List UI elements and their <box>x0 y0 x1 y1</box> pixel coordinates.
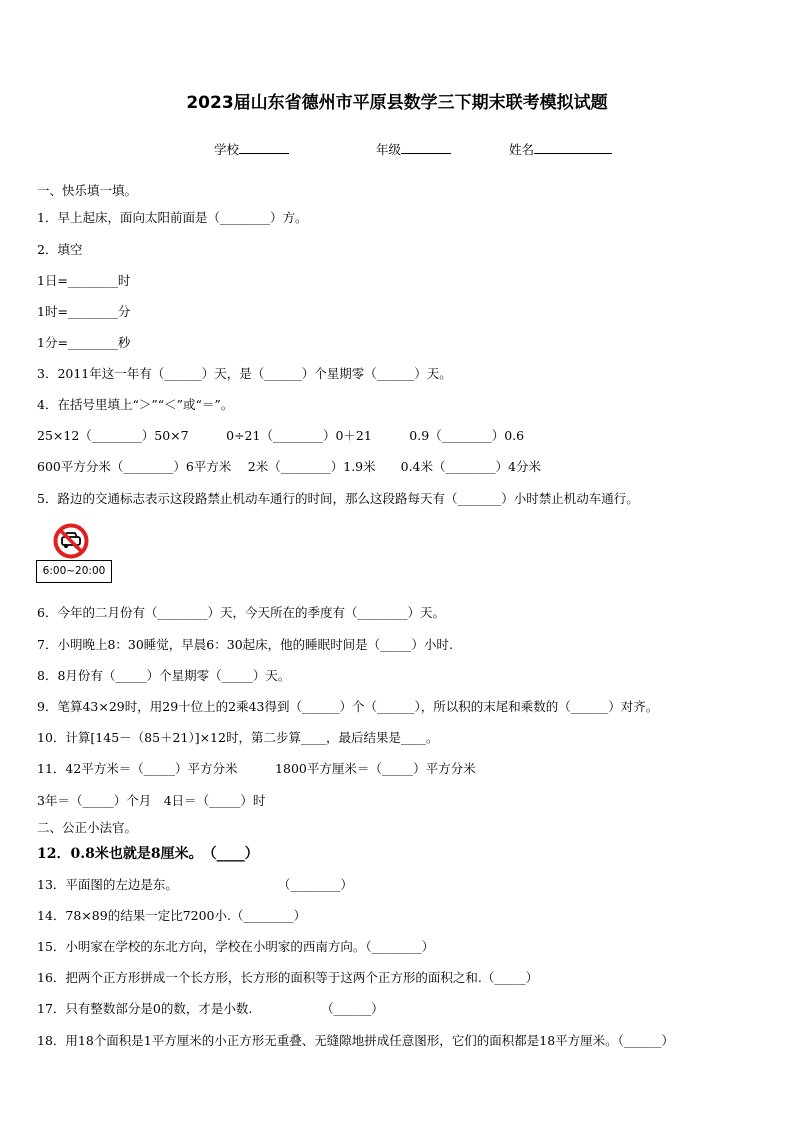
question-16: 16．把两个正方形拼成一个长方形，长方形的面积等于这两个正方形的面积之和.（_____） <box>37 970 539 985</box>
name-blank[interactable] <box>534 141 612 154</box>
question-4-row-2: 600平方分米（________）6平方米 2米（________）1.9米 0.4米（________）4分米 <box>37 459 541 474</box>
grade-label: 年级 <box>376 142 402 157</box>
question-4: 4．在括号里填上“＞”“＜”或“＝”。 <box>37 397 234 412</box>
question-11: 11．42平方米＝（_____）平方分米 1800平方厘米＝（_____）平方分米 <box>37 761 476 776</box>
name-field <box>509 140 612 158</box>
question-10: 10．计算[145－（85＋21）]×12时，第二步算____，最后结果是____。 <box>37 730 439 745</box>
question-7: 7．小明晚上8：30睡觉，早晨6：30起床，他的睡眠时间是（_____）小时. <box>37 637 453 652</box>
question-14: 14．78×89的结果一定比7200小.（________） <box>37 908 306 923</box>
question-9: 9．笔算43×29时，用29十位上的2乘43得到（______）个（______），所以积的末尾和乘数的（______）对齐。 <box>37 699 659 714</box>
name-label: 姓名 <box>509 142 535 157</box>
question-6: 6．今年的二月份有（________）天，今天所在的季度有（________）天。 <box>37 605 445 620</box>
question-2-item-1: 1日=________时 <box>37 273 131 288</box>
question-13: 13．平面图的左边是东。 （________） <box>37 877 353 892</box>
question-3: 3．2011年这一年有（______）天，是（______）个星期零（______）天。 <box>37 366 452 381</box>
page-title: 2023届山东省德州市平原县数学三下期末联考模拟试题 <box>186 93 608 113</box>
grade-blank[interactable] <box>401 141 451 154</box>
traffic-sign <box>36 523 112 585</box>
section-heading-2: 二、公正小法官。 <box>37 820 138 835</box>
school-blank[interactable] <box>239 141 289 154</box>
question-18: 18．用18个面积是1平方厘米的小正方形无重叠、无缝隙地拼成任意图形，它们的面积都是18平方厘米。（______） <box>37 1033 674 1048</box>
question-8: 8．8月份有（_____）个星期零（_____）天。 <box>37 668 291 683</box>
no-motor-vehicles-sign-icon <box>53 523 89 559</box>
school-field <box>214 140 289 158</box>
question-12: 12．0.8米也就是8厘米。 （____） <box>37 846 259 862</box>
question-5: 5．路边的交通标志表示这段路禁止机动车通行的时间，那么这段路每天有（_______）小时禁止机动车通行。 <box>37 491 639 506</box>
question-15: 15．小明家在学校的东北方向，学校在小明家的西南方向。（________） <box>37 939 435 954</box>
question-2-item-2: 1时=________分 <box>37 304 131 319</box>
sign-time-label: 6:00~20:00 <box>36 560 112 583</box>
school-label: 学校 <box>214 142 240 157</box>
grade-field <box>376 140 451 158</box>
question-2-item-3: 1分=________秒 <box>37 335 131 350</box>
question-4-row-1: 25×12（________）50×7 0÷21（________）0＋21 0.9（________）0.6 <box>37 428 525 443</box>
question-2: 2．填空 <box>37 242 83 257</box>
question-1: 1．早上起床，面向太阳前面是（________）方。 <box>37 210 308 225</box>
question-11-row-2: 3年＝（_____）个月 4日＝（_____）时 <box>37 793 266 808</box>
section-heading-1: 一、快乐填一填。 <box>37 183 138 198</box>
question-17: 17．只有整数部分是0的数，才是小数. （______） <box>37 1001 384 1016</box>
